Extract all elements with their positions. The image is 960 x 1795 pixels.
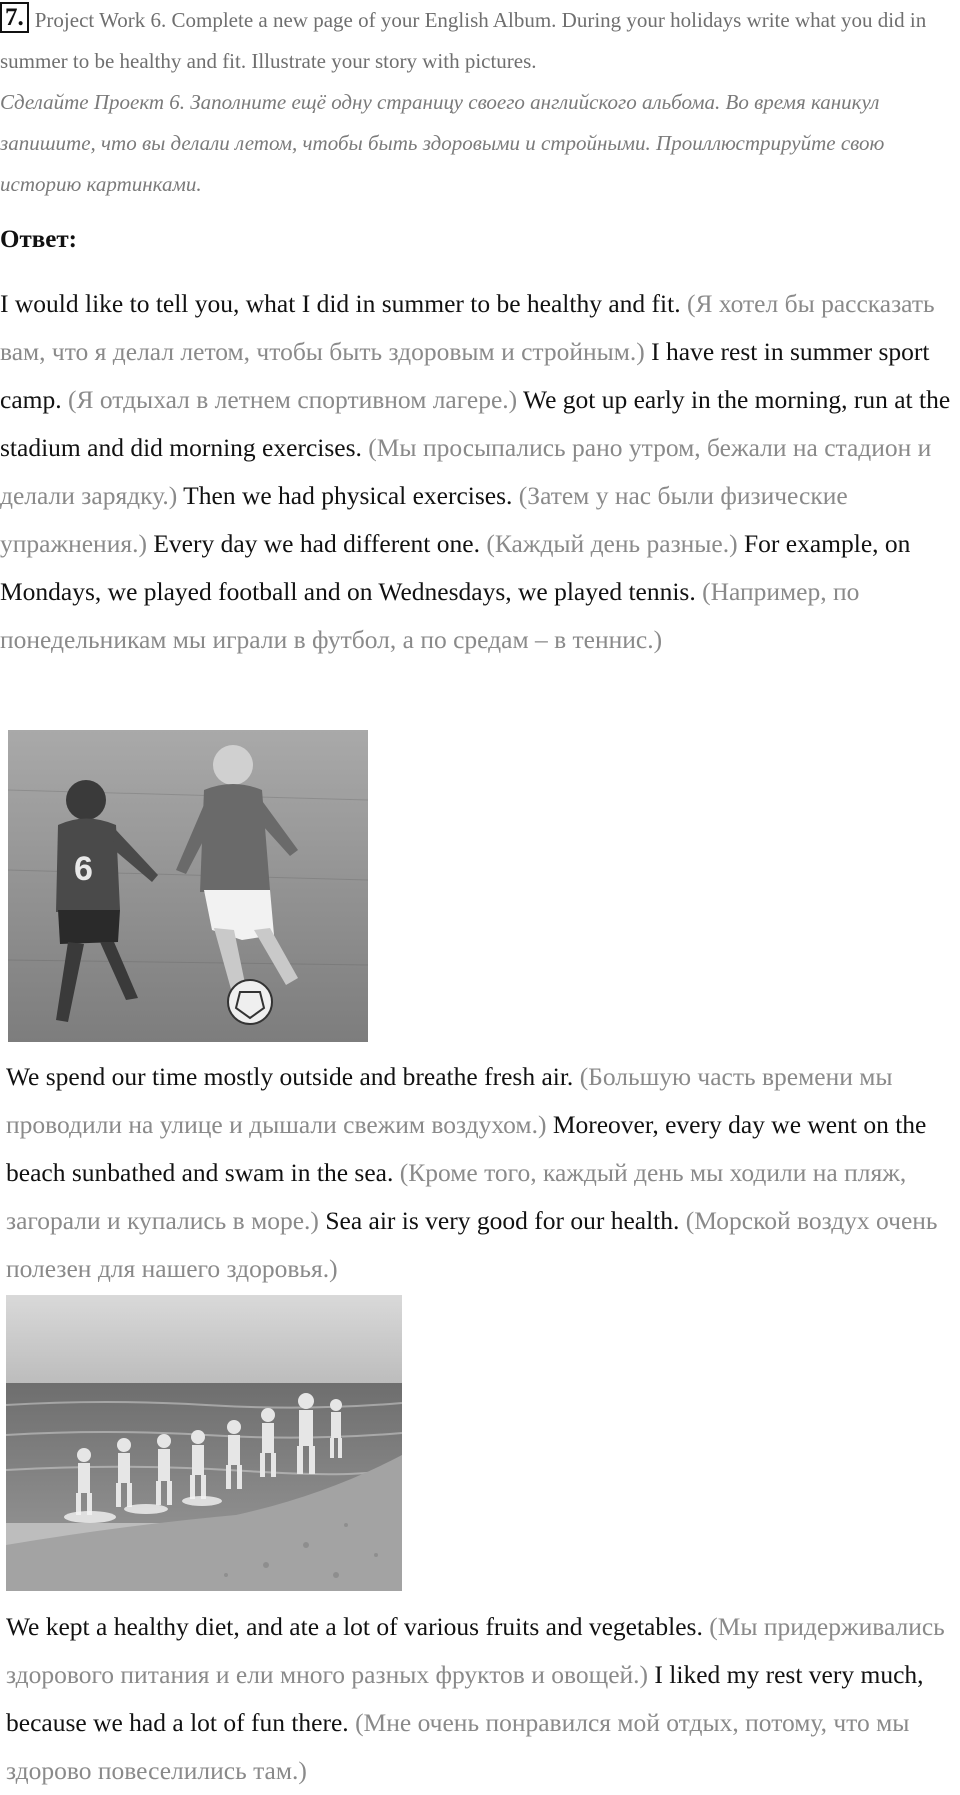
sentence-en: We got up early in the morning, run at the stadium and did morning exercises. [0,385,951,462]
shirt-number: 6 [74,850,93,888]
sentence-ru: (Большую часть времени мы проводили на улице и дышали свежим воздухом.) [6,1062,893,1139]
sentence-ru: (Кроме того, каждый день мы ходили на пляж, загорали и купались в море.) [6,1158,907,1235]
answer-paragraph-1 [0,280,958,664]
sentence-en: We kept a healthy diet, and ate a lot of various fruits and vegetables. [6,1612,710,1641]
sky [6,1295,402,1385]
sentence-ru: (Каждый день разные.) [486,529,744,558]
sentence-ru: (Мы просыпались рано утром, бежали на стадион и делали зарядку.) [0,433,932,510]
sentence-en: Sea air is very good for our health. [325,1206,686,1235]
sentence-en: I have rest in summer sport camp. [0,337,930,414]
sentence-ru: (Мы придерживались здорового питания и ели много разных фруктов и овощей.) [6,1612,945,1689]
sentence-en: I liked my rest very much, because we had a lot of fun there. [6,1660,924,1737]
task-text-ru: Сделайте Проект 6. Заполните ещё одну страницу своего английского альбома. Во время каникул запишите, что вы делали летом, чтобы быть здоровыми и стройными. Проиллюстрируйте свою историю картинками. [0,90,885,196]
sentence-ru: (Например, по понедельникам мы играли в футбол, а по средам – в теннис.) [0,577,860,654]
answer-paragraph-2 [6,1053,960,1293]
sentence-ru: (Морской воздух очень полезен для нашего здоровья.) [6,1206,938,1283]
beach-photo [6,1295,402,1591]
football-photo [8,730,368,1042]
task-number: 7. [0,2,29,33]
sentence-ru: (Я отдыхал в летнем спортивном лагере.) [67,385,524,414]
answer-label: Ответ: [0,226,77,253]
sentence-en: Every day we had different one. [153,529,487,558]
sentence-en: For example, on Mondays, we played football and on Wednesdays, we played tennis. [0,529,911,606]
answer-paragraph-3 [6,1603,960,1795]
sentence-en: I would like to tell you, what I did in summer to be healthy and fit. [0,289,687,318]
sentence-en: We spend our time mostly outside and breathe fresh air. [6,1062,580,1091]
sentence-en: Then we had physical exercises. [183,481,519,510]
sentence-en: Moreover, every day we went on the beach sunbathed and swam in the sea. [6,1110,927,1187]
sentence-ru: (Мне очень понравился мой отдых, потому, что мы здорово повеселились там.) [6,1708,910,1785]
sentence-ru: (Я хотел бы рассказать вам, что я делал летом, чтобы быть здоровым и стройным.) [0,289,935,366]
sentence-ru: (Затем у нас были физические упражнения.) [0,481,848,558]
task-statement [0,0,958,205]
task-text-en: Project Work 6. Complete a new page of your English Album. During your holidays write what you did in summer to be healthy and fit. Illustrate your story with pictures. [0,8,927,73]
